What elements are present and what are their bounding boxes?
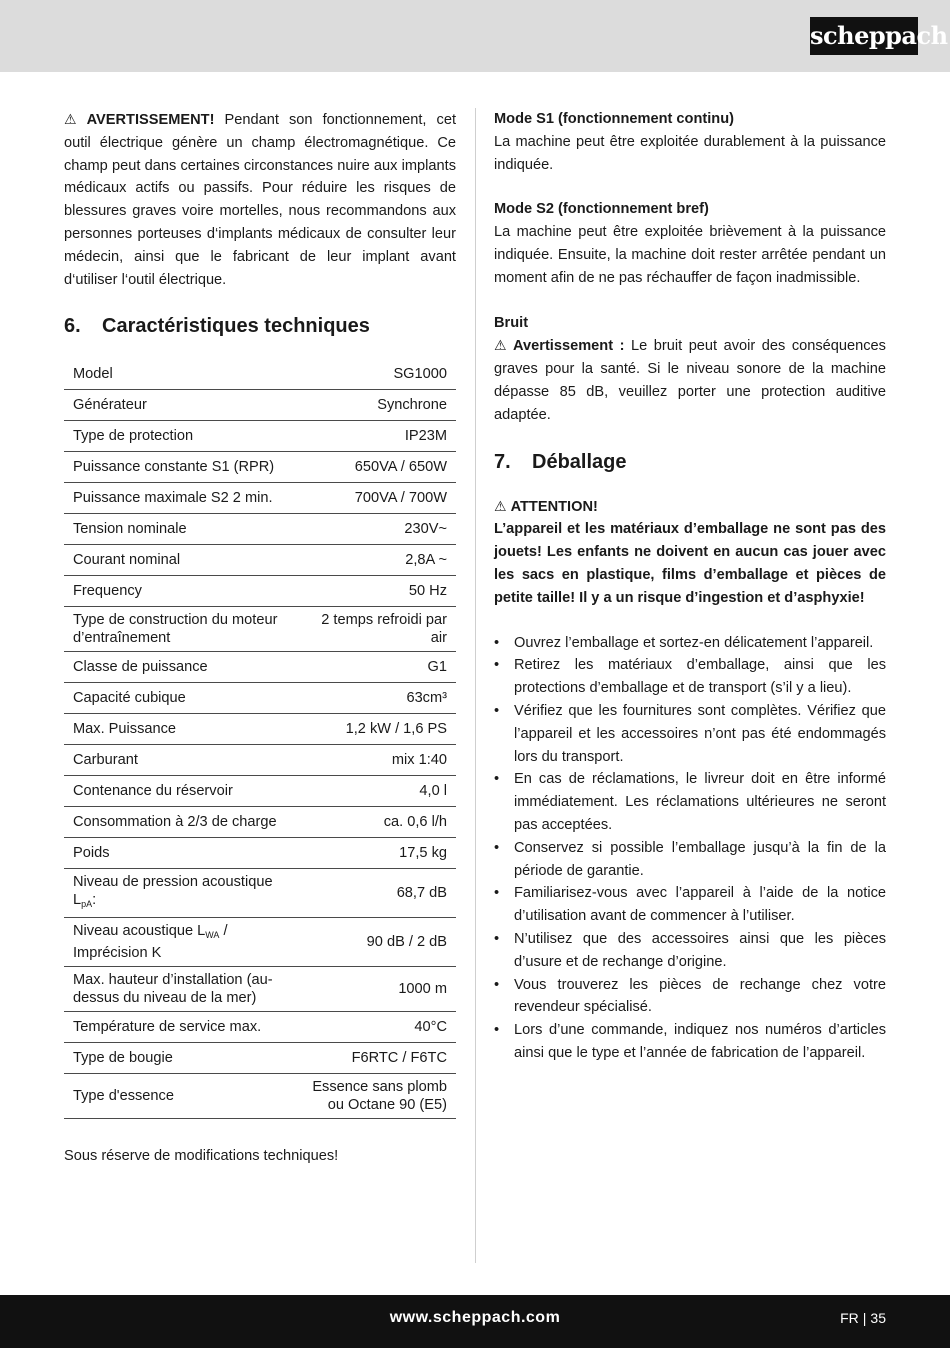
spec-label <box>64 869 302 918</box>
spec-row <box>64 807 456 838</box>
spec-label-text: Model <box>73 366 113 383</box>
spec-label-text: Puissance maximale S2 2 min. <box>73 490 273 507</box>
list-item: • Vous trouverez les pièces de rechange chez votre revendeur spécialisé. <box>494 974 886 1020</box>
warning-label: AVERTISSEMENT! <box>86 112 215 128</box>
spec-value: 4,0 l <box>302 776 456 807</box>
footer-url: www.scheppach.com <box>389 1309 561 1326</box>
spec-value: Essence sans plomb ou Octane 90 (E5) <box>302 1074 456 1119</box>
list-item: • Familiarisez-vous avec l’appareil à l’aide de la notice d’utilisation avant de commencer à l’utiliser. <box>494 882 886 928</box>
spec-label-text: Carburant <box>73 752 138 769</box>
spec-value: 68,7 dB <box>302 869 456 918</box>
warning-text: Pendant son fonctionnement, cet outil électrique génère un champ électromagnétique. Ce champ peut dans certaines circonstances nuire aux implants médicaux actifs ou passifs. Pour réduire les risques de blessures graves voire mortelles, nous recommandons aux personnes porteuses d‘implants médicaux de consulter leur médecin, ainsi que le fabricant de leur implant avant d‘utiliser l‘outil électrique. <box>64 112 456 288</box>
spec-row <box>64 838 456 869</box>
spec-label <box>64 359 302 390</box>
spec-row <box>64 545 456 576</box>
left-column <box>64 108 456 1168</box>
spec-row <box>64 714 456 745</box>
noise-title: Bruit <box>494 314 529 331</box>
spec-value: ca. 0,6 l/h <box>302 807 456 838</box>
spec-label-suffix: : <box>92 892 97 909</box>
list-item: • Retirez les matériaux d’emballage, ainsi que les protections d’emballage et de transport (s’il y a lieu). <box>494 654 886 700</box>
spec-value: 2 temps refroidi par air <box>302 607 456 652</box>
mode-s1-text: La machine peut être exploitée durablement à la puissance indiquée. <box>494 133 886 173</box>
spec-label <box>64 967 302 1012</box>
spec-value: 90 dB / 2 dB <box>302 918 456 967</box>
spec-value: 1,2 kW / 1,6 PS <box>302 714 456 745</box>
spec-label <box>64 514 302 545</box>
spec-label <box>64 576 302 607</box>
spec-value: 700VA / 700W <box>302 483 456 514</box>
section-6-heading <box>64 313 456 339</box>
spec-row <box>64 776 456 807</box>
spec-value: 40°C <box>302 1012 456 1043</box>
spec-row <box>64 1043 456 1074</box>
spec-label-text: Type d'essence <box>73 1088 174 1105</box>
spec-row <box>64 452 456 483</box>
spec-label-text: Température de service max. <box>73 1019 262 1036</box>
spec-label <box>64 683 302 714</box>
column-divider <box>475 108 476 1263</box>
spec-label-text: Max. Puissance <box>73 721 177 738</box>
list-item: • En cas de réclamations, le livreur doit en être informé immédiatement. Les réclamations ultérieures ne seront pas acceptées. <box>494 768 886 836</box>
warning-triangle-icon: ⚠ <box>494 337 510 354</box>
spec-label-text: Poids <box>73 845 110 862</box>
spec-row <box>64 483 456 514</box>
spec-value: F6RTC / F6TC <box>302 1043 456 1074</box>
spec-label <box>64 838 302 869</box>
emf-warning <box>64 108 456 291</box>
list-item: • Ouvrez l’emballage et sortez-en délicatement l’appareil. <box>494 632 886 655</box>
spec-label-text: Contenance du réservoir <box>73 783 233 800</box>
spec-value: 650VA / 650W <box>302 452 456 483</box>
spec-row <box>64 390 456 421</box>
mode-s1-title: Mode S1 (fonctionnement continu) <box>494 111 734 127</box>
warning-triangle-icon: ⚠ <box>64 111 83 127</box>
spec-value: IP23M <box>302 421 456 452</box>
header-bar <box>0 0 950 72</box>
spec-label <box>64 714 302 745</box>
mode-s2-title: Mode S2 (fonctionnement bref) <box>494 201 709 218</box>
spec-label-text: Type de construction du moteur d’entraînement <box>73 612 278 647</box>
spec-label-text: Type de protection <box>73 428 194 445</box>
spec-label-text: Puissance constante S1 (RPR) <box>73 459 275 476</box>
spec-value: Synchrone <box>302 390 456 421</box>
spec-label <box>64 483 302 514</box>
spec-label <box>64 745 302 776</box>
attention-label: ATTENTION! <box>510 498 598 515</box>
spec-label <box>64 390 302 421</box>
section-7-heading <box>494 449 886 475</box>
spec-label <box>64 545 302 576</box>
spec-row <box>64 1074 456 1119</box>
spec-label <box>64 452 302 483</box>
spec-value: 17,5 kg <box>302 838 456 869</box>
unpacking-list <box>494 632 886 1065</box>
footer-bar <box>0 1295 950 1348</box>
list-item: • Conservez si possible l’emballage jusqu’à la fin de la période de garantie. <box>494 837 886 883</box>
spec-label-text: Type de bougie <box>73 1050 173 1067</box>
list-item: • Vérifiez que les fournitures sont complètes. Vérifiez que l’appareil et les accessoires n’ont pas été endommagés lors du transport. <box>494 700 886 768</box>
spec-value: 2,8A ~ <box>302 545 456 576</box>
spec-label-subscript: pA <box>81 899 93 910</box>
spec-value: 1000 m <box>302 967 456 1012</box>
spec-label <box>64 918 302 967</box>
spec-row <box>64 683 456 714</box>
attention-heading <box>494 495 886 519</box>
spec-label-subscript: WA <box>205 930 220 941</box>
section-6-number: 6. <box>64 315 81 338</box>
spec-value: G1 <box>302 652 456 683</box>
language-code: FR <box>840 1310 859 1326</box>
spec-label-text: Courant nominal <box>73 552 181 569</box>
noise-warning <box>494 334 886 426</box>
spec-label <box>64 421 302 452</box>
right-column <box>494 108 886 1065</box>
spec-row <box>64 607 456 652</box>
spec-label <box>64 807 302 838</box>
spec-footnote: Sous réserve de modifications techniques! <box>64 1148 339 1165</box>
spec-label-text: Frequency <box>73 583 142 600</box>
spec-table <box>64 359 456 1119</box>
spec-label-text: Tension nominale <box>73 521 187 538</box>
spec-label <box>64 1074 302 1119</box>
spec-label-text: Capacité cubique <box>73 690 186 707</box>
spec-row <box>64 918 456 967</box>
section-6-title: Caractéristiques techniques <box>102 315 370 338</box>
spec-label <box>64 652 302 683</box>
section-7-number: 7. <box>494 450 511 473</box>
attention-text: L’appareil et les matériaux d’emballage ne sont pas des jouets! Les enfants ne doivent en aucun cas jouer avec les sacs en plastique, films d’emballage et pièces de petite taille! Il y a un risque d’ingestion et d’asphyxie! <box>494 521 886 606</box>
spec-row <box>64 514 456 545</box>
spec-label-text: Consommation à 2/3 de charge <box>73 814 277 831</box>
mode-s2-text: La machine peut être exploitée brièvement à la puissance indiquée. Ensuite, la machine doit rester arrêtée pendant un moment afin de ne pas réchauffer de façon inadmissible. <box>494 224 886 286</box>
spec-label-text: Niveau de pression acoustique L <box>73 874 273 909</box>
spec-label-text: Générateur <box>73 397 147 414</box>
noise-warning-label: Avertissement : <box>513 338 625 355</box>
spec-label <box>64 776 302 807</box>
spec-label-suffix: / Imprécision K <box>73 923 228 962</box>
spec-value: 50 Hz <box>302 576 456 607</box>
spec-row <box>64 1012 456 1043</box>
spec-label-text: Max. hauteur d’installation (au-dessus du niveau de la mer) <box>73 972 273 1007</box>
spec-row <box>64 421 456 452</box>
section-7-title: Déballage <box>532 450 627 473</box>
spec-label <box>64 1043 302 1074</box>
page-number <box>840 1310 886 1326</box>
spec-row <box>64 745 456 776</box>
spec-value: 63cm³ <box>302 683 456 714</box>
noise-warning-text: Le bruit peut avoir des conséquences graves pour la santé. Si le niveau sonore de la machine dépasse 85 dB, veuillez porter une protection auditive adaptée. <box>494 338 886 423</box>
spec-value: SG1000 <box>302 359 456 390</box>
spec-row <box>64 652 456 683</box>
spec-row <box>64 359 456 390</box>
spec-label <box>64 1012 302 1043</box>
warning-triangle-icon: ⚠ <box>494 497 507 514</box>
scheppach-logo: scheppach <box>810 17 918 55</box>
spec-row <box>64 967 456 1012</box>
spec-label-text: Niveau acoustique L <box>73 923 206 940</box>
list-item: • N’utilisez que des accessoires ainsi que les pièces d’usure et de rechange d’origine. <box>494 928 886 974</box>
spec-value: mix 1:40 <box>302 745 456 776</box>
spec-row <box>64 576 456 607</box>
spec-row <box>64 869 456 918</box>
list-item: • Lors d’une commande, indiquez nos numéros d’articles ainsi que le type et l’année de fabrication de l’appareil. <box>494 1019 886 1065</box>
page-num: 35 <box>870 1310 886 1326</box>
spec-label <box>64 607 302 652</box>
spec-value: 230V~ <box>302 514 456 545</box>
spec-label-text: Classe de puissance <box>73 659 208 676</box>
page-separator: | <box>862 1310 867 1326</box>
